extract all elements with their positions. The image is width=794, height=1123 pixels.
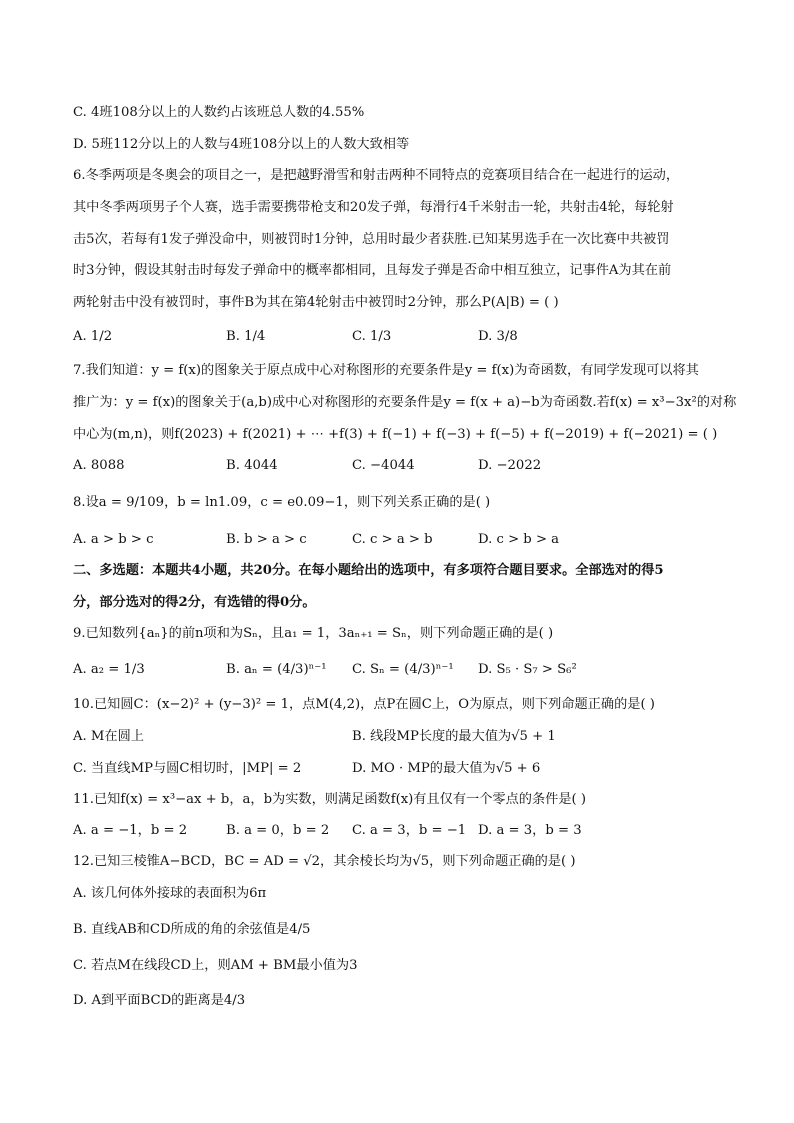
- q8-option-b: B. b > a > c: [226, 532, 307, 547]
- q6-line-5: 两轮射击中没有被罚时，事件B为其在第4轮射击中被罚时2分钟，那么P(A|B) = ( ): [73, 295, 559, 310]
- q6-line-2: 其中冬季两项男子个人赛，选手需要携带枪支和20发子弹，每滑行4千米射击一轮，共射击4轮，每轮射: [73, 200, 674, 215]
- q11-line-1: 11.已知f(x) = x³−ax + b，a，b为实数，则满足函数f(x)有且仅有一个零点的条件是( ): [73, 792, 587, 807]
- q12-option-a: A. 该几何体外接球的表面积为6π: [73, 886, 267, 901]
- q12-option-c: C. 若点M在线段CD上，则AM + BM最小值为3: [73, 958, 358, 973]
- section-2-line-1: 二、多选题：本题共4小题，共20分。在每小题给出的选项中，有多项符合题目要求。全部选对的得5: [73, 563, 664, 578]
- q10-line-1: 10.已知圆C：(x−2)² + (y−3)² = 1，点M(4,2)，点P在圆C上，O为原点，则下列命题正确的是( ): [73, 697, 655, 712]
- q11-option-b: B. a = 0，b = 2: [226, 823, 330, 838]
- q11-option-a: A. a = −1，b = 2: [73, 823, 188, 838]
- q7-option-b: B. 4044: [226, 458, 278, 473]
- q8-option-c: C. c > a > b: [352, 532, 433, 547]
- option-5d: D. 5班112分以上的人数与4班108分以上的人数大致相等: [73, 137, 410, 152]
- q8-line-1: 8.设a = 9/109，b = ln1.09，c = e0.09−1，则下列关系正确的是( ): [73, 495, 491, 510]
- q10-option-c: C. 当直线MP与圆C相切时，|MP| = 2: [73, 761, 302, 776]
- q6-line-4: 时3分钟，假设其射击时每发子弹命中的概率都相同，且每发子弹是否命中相互独立，记事件A为其在前: [73, 263, 672, 278]
- q6-line-3: 击5次，若每有1发子弹没命中，则被罚时1分钟，总用时最少者获胜.已知某男选手在一次比赛中共被罚: [73, 232, 670, 247]
- q7-line-1: 7.我们知道：y = f(x)的图象关于原点成中心对称图形的充要条件是y = f(x)为奇函数，有同学发现可以将其: [73, 363, 699, 378]
- q9-option-d: D. S₅ · S₇ > S₆²: [478, 662, 577, 677]
- q8-option-a: A. a > b > c: [73, 532, 154, 547]
- q7-option-c: C. −4044: [352, 458, 415, 473]
- section-2-line-2: 分，部分选对的得2分，有选错的得0分。: [73, 595, 316, 610]
- q9-option-c: C. Sₙ = (4/3)ⁿ⁻¹: [352, 662, 454, 677]
- q7-line-2: 推广为：y = f(x)的图象关于(a,b)成中心对称图形的充要条件是y = f(x + a)−b为奇函数.若f(x) = x³−3x²的对称: [73, 395, 737, 410]
- q10-option-a: A. M在圆上: [73, 729, 144, 744]
- q7-line-3: 中心为(m,n)，则f(2023) + f(2021) + ⋯ +f(3) + f(−1) + f(−3) + f(−5) + f(−2019) + f(−2021) = ( ): [73, 427, 718, 442]
- q12-line-1: 12.已知三棱锥A−BCD，BC = AD = √2，其余棱长均为√5，则下列命题正确的是( ): [73, 854, 576, 869]
- q9-option-b: B. aₙ = (4/3)ⁿ⁻¹: [226, 662, 327, 677]
- q12-option-b: B. 直线AB和CD所成的角的余弦值是4/5: [73, 922, 311, 937]
- q7-option-a: A. 8088: [73, 458, 125, 473]
- q9-line-1: 9.已知数列{aₙ}的前n项和为Sₙ，且a₁ = 1，3aₙ₊₁ = Sₙ，则下列命题正确的是( ): [73, 626, 554, 641]
- q10-option-b: B. 线段MP长度的最大值为√5 + 1: [352, 729, 556, 744]
- q6-option-d: D. 3/8: [478, 329, 518, 344]
- q11-option-c: C. a = 3，b = −1: [352, 823, 467, 838]
- option-5c: C. 4班108分以上的人数约占该班总人数的4.55%: [73, 105, 365, 120]
- q6-option-b: B. 1/4: [226, 329, 266, 344]
- q9-option-a: A. a₂ = 1/3: [73, 662, 145, 677]
- q7-option-d: D. −2022: [478, 458, 542, 473]
- q6-option-c: C. 1/3: [352, 329, 392, 344]
- q11-option-d: D. a = 3，b = 3: [478, 823, 582, 838]
- q12-option-d: D. A到平面BCD的距离是4/3: [73, 993, 246, 1008]
- q10-option-d: D. MO · MP的最大值为√5 + 6: [352, 761, 541, 776]
- q6-option-a: A. 1/2: [73, 329, 113, 344]
- q8-option-d: D. c > b > a: [478, 532, 560, 547]
- q6-line-1: 6.冬季两项是冬奥会的项目之一，是把越野滑雪和射击两种不同特点的竞赛项目结合在一起进行的运动，: [73, 168, 680, 183]
